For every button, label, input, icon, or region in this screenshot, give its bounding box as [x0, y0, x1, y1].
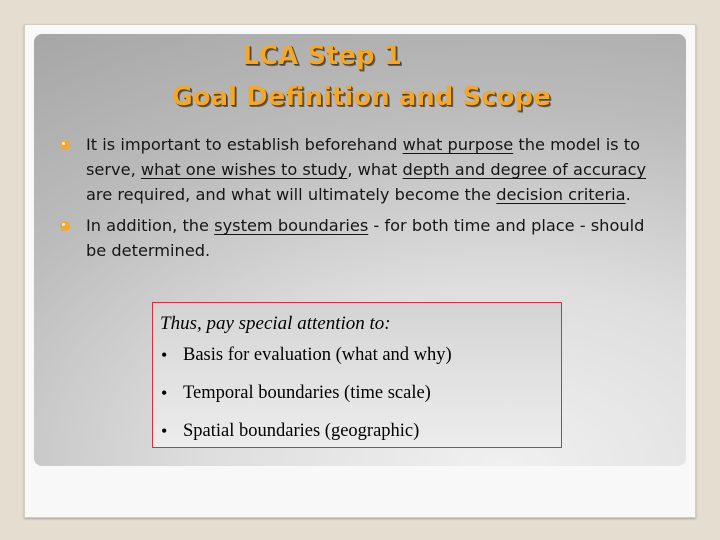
text-run: - for both time and place - should be determined. — [86, 216, 645, 260]
text-run: , what — [347, 160, 403, 179]
note-item-text: Temporal boundaries (time scale) — [183, 383, 431, 403]
text-run: In addition, the — [86, 216, 215, 235]
note-item-temporal — [153, 381, 452, 405]
note-item-spatial — [153, 419, 452, 443]
slide-frame — [24, 24, 696, 518]
underlined-term-decision-criteria: decision criteria — [496, 185, 626, 204]
bullet-text — [86, 135, 646, 204]
slide-content-panel — [34, 34, 686, 466]
bullet-item-boundaries — [60, 213, 650, 263]
slide-title-line-2: Goal Definition and Scope — [171, 82, 551, 112]
text-run: . — [625, 185, 631, 204]
note-item-text: Spatial boundaries (geographic) — [183, 421, 420, 441]
slide-title-line-1: LCA Step 1 — [242, 41, 402, 71]
text-run: It is important to establish beforehand — [86, 135, 403, 154]
bullet-item-purpose — [60, 132, 650, 207]
note-bullet-icon: • — [161, 383, 168, 403]
note-bullet-icon: • — [161, 345, 168, 365]
underlined-term-what-to-study: what one wishes to study — [140, 160, 348, 179]
note-title: Thus, pay special attention to: — [160, 313, 391, 334]
bullet-list — [60, 132, 650, 269]
underlined-term-what-purpose: what purpose — [402, 135, 514, 154]
note-item-evaluation — [153, 343, 452, 367]
underlined-term-depth-accuracy: depth and degree of accuracy — [402, 160, 647, 179]
note-list — [153, 343, 452, 457]
note-bullet-icon: • — [161, 421, 168, 441]
text-run: are required, and what will ultimately become the — [86, 185, 497, 204]
bullet-text — [86, 216, 644, 260]
bullet-dot-icon — [60, 140, 70, 150]
text-run: the model is to serve, — [86, 135, 641, 179]
attention-note-box — [152, 302, 562, 448]
underlined-term-system-boundaries: system boundaries — [214, 216, 369, 235]
note-item-text: Basis for evaluation (what and why) — [183, 345, 452, 365]
bullet-dot-icon — [60, 221, 70, 231]
